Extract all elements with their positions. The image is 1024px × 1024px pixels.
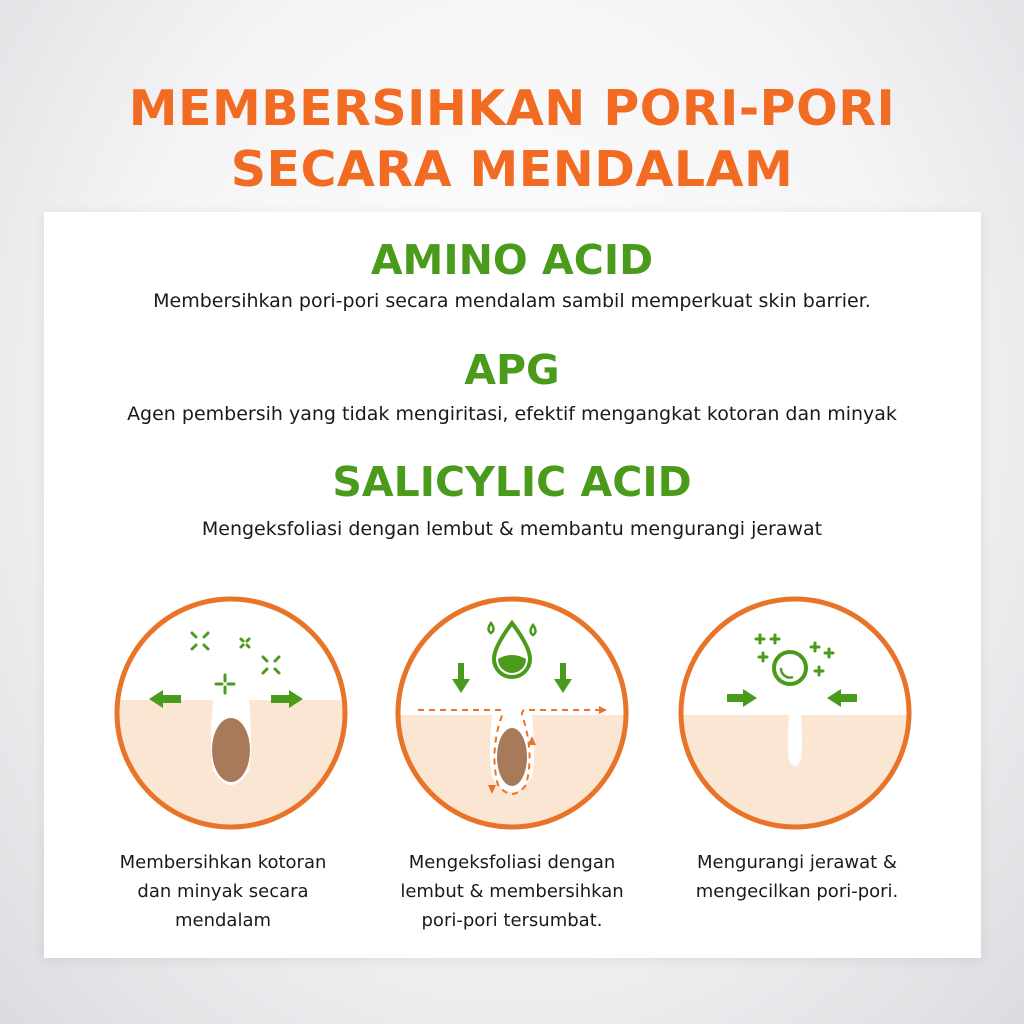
caption-line: pori-pori tersumbat.	[421, 910, 603, 931]
caption-line: mendalam	[174, 910, 272, 931]
step-caption-cleansing	[83, 848, 363, 935]
caption-line: dan minyak secara	[137, 881, 309, 902]
caption-line: lembut & membersihkan	[400, 881, 624, 902]
caption-line: Mengeksfoliasi dengan	[408, 852, 616, 873]
page-title-line-2: SECARA MENDALAM	[230, 141, 794, 198]
step-caption-exfoliating	[372, 848, 652, 935]
caption-line: Mengurangi jerawat &	[697, 852, 897, 873]
ingredient-title-amino-acid: AMINO ACID	[370, 236, 654, 284]
pore-exfoliating-icon	[394, 595, 630, 831]
ingredient-desc-salicylic-acid: Mengeksfoliasi dengan lembut & membantu mengurangi jerawat	[201, 518, 823, 540]
page-title-line-1: MEMBERSIHKAN PORI-PORI	[128, 80, 896, 137]
content-card	[44, 212, 981, 958]
ingredient-title-apg: APG	[464, 346, 560, 394]
ingredient-desc-amino-acid: Membersihkan pori-pori secara mendalam sambil memperkuat skin barrier.	[153, 290, 871, 312]
pore-cleansing-icon	[113, 595, 349, 831]
caption-line: Membersihkan kotoran	[119, 852, 327, 873]
caption-line: mengecilkan pori-pori.	[695, 881, 899, 902]
page-title	[0, 78, 1024, 200]
pore-shrinking-icon	[677, 595, 913, 831]
ingredient-title-salicylic-acid: SALICYLIC ACID	[332, 458, 692, 506]
step-caption-shrinking	[657, 848, 937, 906]
ingredient-desc-apg: Agen pembersih yang tidak mengiritasi, efektif mengangkat kotoran dan minyak	[127, 403, 897, 425]
